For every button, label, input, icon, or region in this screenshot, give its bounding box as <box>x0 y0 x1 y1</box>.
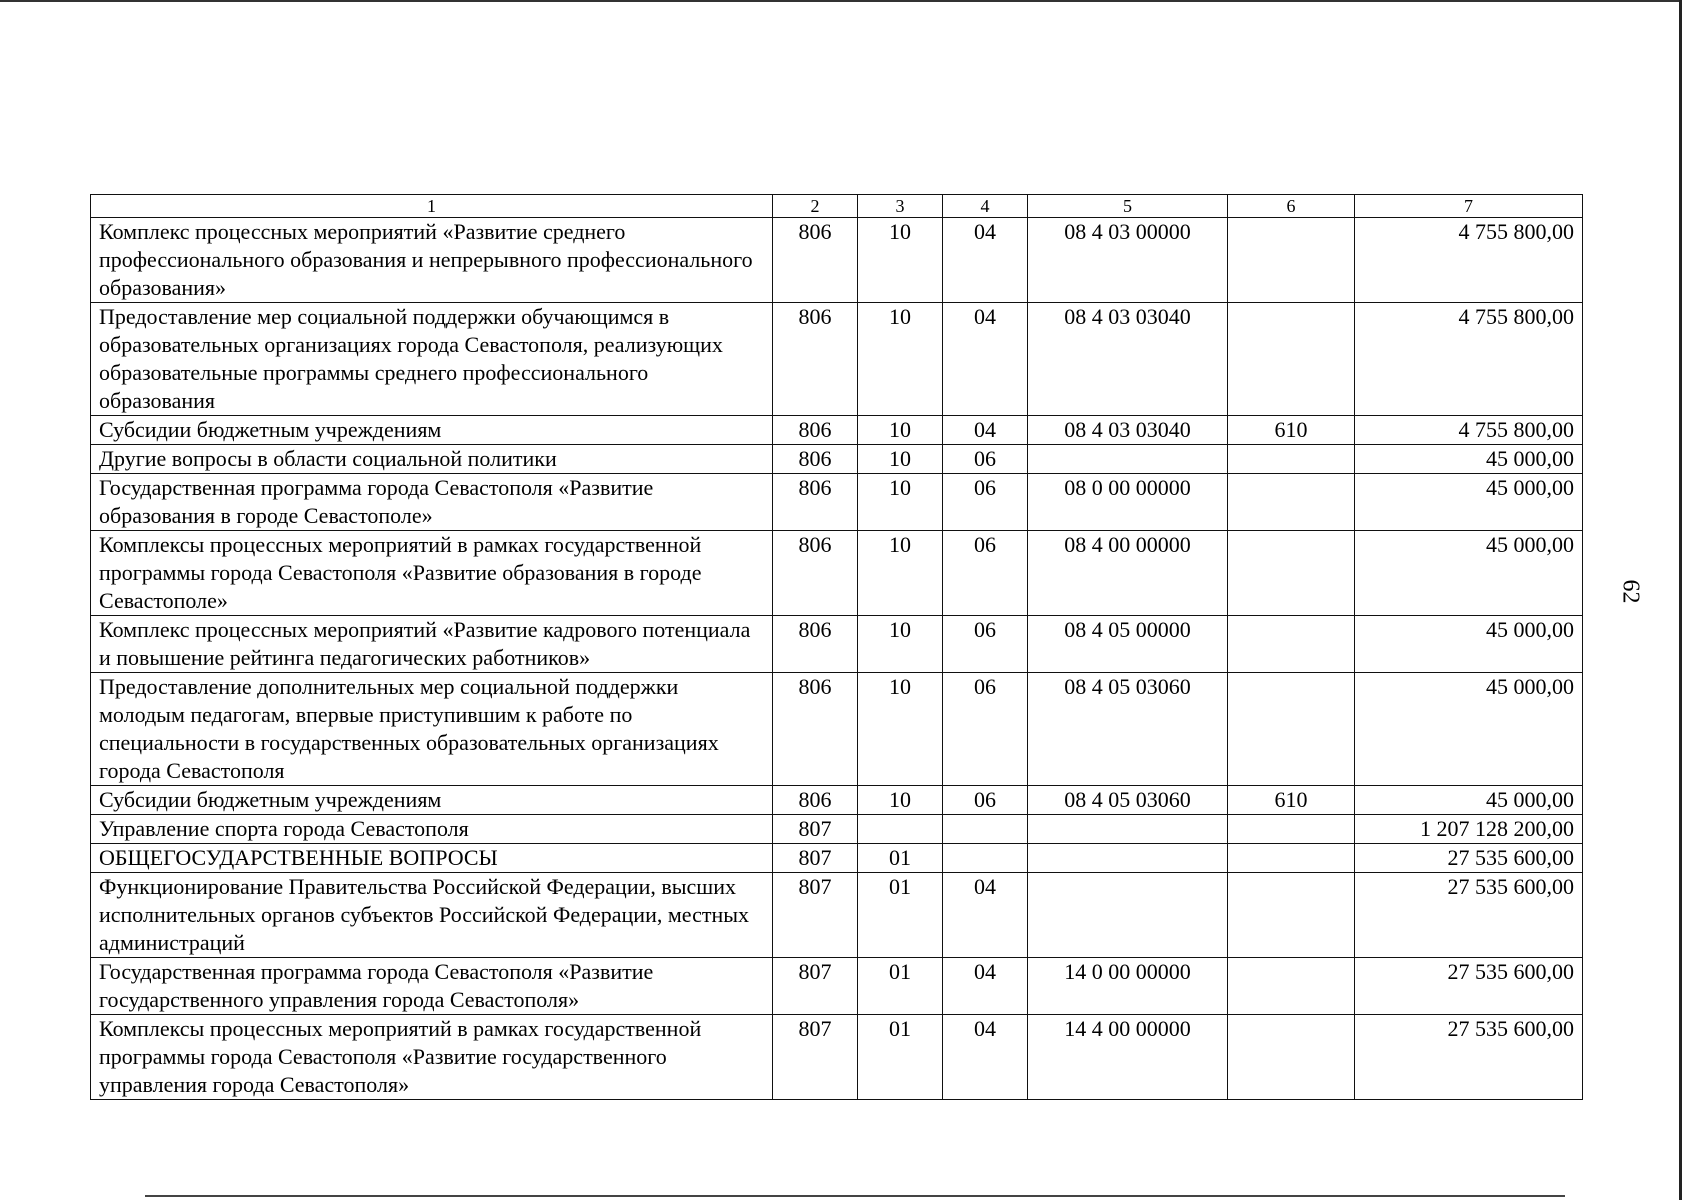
row-amount: 45 000,00 <box>1355 616 1583 673</box>
row-section-code: 10 <box>858 616 943 673</box>
table-row <box>91 844 1583 873</box>
row-section-code: 10 <box>858 786 943 815</box>
row-amount: 27 535 600,00 <box>1355 958 1583 1015</box>
row-section-code: 01 <box>858 958 943 1015</box>
row-section-code: 10 <box>858 531 943 616</box>
row-department-code: 807 <box>773 958 858 1015</box>
row-subsection-code: 04 <box>943 1015 1028 1100</box>
row-department-code: 806 <box>773 218 858 303</box>
row-target-code: 08 4 03 03040 <box>1028 416 1228 445</box>
row-subsection-code <box>943 844 1028 873</box>
table-row <box>91 303 1583 416</box>
row-target-code <box>1028 445 1228 474</box>
table-row <box>91 815 1583 844</box>
row-department-code: 806 <box>773 786 858 815</box>
row-name: Предоставление мер социальной поддержки обучающимся в образовательных организациях города Севастополя, реализующих образовательные программы среднего профессионального образования <box>91 303 773 416</box>
row-subsection-code: 06 <box>943 474 1028 531</box>
row-target-code: 08 4 03 03040 <box>1028 303 1228 416</box>
row-department-code: 806 <box>773 673 858 786</box>
row-subsection-code: 04 <box>943 303 1028 416</box>
table-row <box>91 673 1583 786</box>
row-subsection-code: 06 <box>943 445 1028 474</box>
row-amount: 45 000,00 <box>1355 786 1583 815</box>
row-amount: 4 755 800,00 <box>1355 416 1583 445</box>
row-expense-type <box>1228 815 1355 844</box>
row-name: Управление спорта города Севастополя <box>91 815 773 844</box>
row-department-code: 807 <box>773 873 858 958</box>
row-expense-type <box>1228 958 1355 1015</box>
row-department-code: 807 <box>773 1015 858 1100</box>
row-target-code <box>1028 844 1228 873</box>
row-expense-type <box>1228 1015 1355 1100</box>
row-amount: 45 000,00 <box>1355 531 1583 616</box>
row-subsection-code: 04 <box>943 873 1028 958</box>
budget-table <box>90 194 1583 1100</box>
row-amount: 1 207 128 200,00 <box>1355 815 1583 844</box>
header-col-1: 1 <box>91 195 773 218</box>
row-section-code <box>858 815 943 844</box>
row-expense-type: 610 <box>1228 416 1355 445</box>
row-amount: 4 755 800,00 <box>1355 218 1583 303</box>
row-department-code: 806 <box>773 531 858 616</box>
row-subsection-code <box>943 815 1028 844</box>
row-amount: 27 535 600,00 <box>1355 844 1583 873</box>
row-name: Комплексы процессных мероприятий в рамках государственной программы города Севастополя «Развитие государственного управления города Севастополя» <box>91 1015 773 1100</box>
row-target-code: 08 4 03 00000 <box>1028 218 1228 303</box>
row-name: Государственная программа города Севастополя «Развитие образования в городе Севастополе» <box>91 474 773 531</box>
bottom-rule <box>145 1195 1565 1197</box>
row-subsection-code: 04 <box>943 218 1028 303</box>
table-row <box>91 873 1583 958</box>
row-amount: 45 000,00 <box>1355 445 1583 474</box>
row-expense-type <box>1228 445 1355 474</box>
row-name: Субсидии бюджетным учреждениям <box>91 786 773 815</box>
row-target-code: 08 4 05 03060 <box>1028 786 1228 815</box>
table-row <box>91 1015 1583 1100</box>
row-expense-type <box>1228 673 1355 786</box>
row-department-code: 806 <box>773 416 858 445</box>
row-amount: 27 535 600,00 <box>1355 873 1583 958</box>
header-col-6: 6 <box>1228 195 1355 218</box>
row-name: Функционирование Правительства Российской Федерации, высших исполнительных органов субъектов Российской Федерации, местных администраций <box>91 873 773 958</box>
table-row <box>91 531 1583 616</box>
row-section-code: 10 <box>858 673 943 786</box>
table-header <box>91 195 1583 218</box>
row-expense-type <box>1228 474 1355 531</box>
row-section-code: 01 <box>858 873 943 958</box>
row-section-code: 10 <box>858 445 943 474</box>
row-section-code: 10 <box>858 218 943 303</box>
table-row <box>91 218 1583 303</box>
row-name: Другие вопросы в области социальной политики <box>91 445 773 474</box>
row-section-code: 10 <box>858 474 943 531</box>
row-amount: 27 535 600,00 <box>1355 1015 1583 1100</box>
table-row <box>91 616 1583 673</box>
row-subsection-code: 06 <box>943 786 1028 815</box>
row-target-code: 08 4 05 03060 <box>1028 673 1228 786</box>
header-row <box>91 195 1583 218</box>
row-expense-type <box>1228 531 1355 616</box>
table-row <box>91 786 1583 815</box>
row-target-code <box>1028 873 1228 958</box>
row-department-code: 806 <box>773 445 858 474</box>
row-name: Комплексы процессных мероприятий в рамках государственной программы города Севастополя «Развитие образования в городе Севастополе» <box>91 531 773 616</box>
row-department-code: 807 <box>773 844 858 873</box>
row-name: ОБЩЕГОСУДАРСТВЕННЫЕ ВОПРОСЫ <box>91 844 773 873</box>
row-department-code: 806 <box>773 474 858 531</box>
row-expense-type <box>1228 844 1355 873</box>
row-subsection-code: 06 <box>943 673 1028 786</box>
header-col-5: 5 <box>1028 195 1228 218</box>
row-name: Субсидии бюджетным учреждениям <box>91 416 773 445</box>
row-name: Государственная программа города Севастополя «Развитие государственного управления города Севастополя» <box>91 958 773 1015</box>
row-amount: 45 000,00 <box>1355 474 1583 531</box>
row-section-code: 01 <box>858 844 943 873</box>
page-number: 62 <box>1617 579 1644 604</box>
row-expense-type: 610 <box>1228 786 1355 815</box>
row-expense-type <box>1228 616 1355 673</box>
row-subsection-code: 06 <box>943 531 1028 616</box>
table-row <box>91 445 1583 474</box>
scan-top-edge <box>0 0 1682 2</box>
table-row <box>91 958 1583 1015</box>
row-target-code: 14 0 00 00000 <box>1028 958 1228 1015</box>
header-col-2: 2 <box>773 195 858 218</box>
table-row <box>91 416 1583 445</box>
row-section-code: 01 <box>858 1015 943 1100</box>
row-name: Комплекс процессных мероприятий «Развитие кадрового потенциала и повышение рейтинга педагогических работников» <box>91 616 773 673</box>
row-amount: 4 755 800,00 <box>1355 303 1583 416</box>
header-col-4: 4 <box>943 195 1028 218</box>
row-subsection-code: 06 <box>943 616 1028 673</box>
row-target-code: 08 0 00 00000 <box>1028 474 1228 531</box>
row-name: Комплекс процессных мероприятий «Развитие среднего профессионального образования и непрерывного профессионального образования» <box>91 218 773 303</box>
row-amount: 45 000,00 <box>1355 673 1583 786</box>
row-target-code <box>1028 815 1228 844</box>
header-col-7: 7 <box>1355 195 1583 218</box>
row-name: Предоставление дополнительных мер социальной поддержки молодым педагогам, впервые приступившим к работе по специальности в государственных образовательных организациях города Севастополя <box>91 673 773 786</box>
row-section-code: 10 <box>858 416 943 445</box>
row-expense-type <box>1228 303 1355 416</box>
table-row <box>91 474 1583 531</box>
row-expense-type <box>1228 873 1355 958</box>
row-target-code: 08 4 00 00000 <box>1028 531 1228 616</box>
row-department-code: 806 <box>773 303 858 416</box>
row-expense-type <box>1228 218 1355 303</box>
row-subsection-code: 04 <box>943 958 1028 1015</box>
row-department-code: 807 <box>773 815 858 844</box>
table-body <box>91 218 1583 1100</box>
row-subsection-code: 04 <box>943 416 1028 445</box>
row-department-code: 806 <box>773 616 858 673</box>
header-col-3: 3 <box>858 195 943 218</box>
row-target-code: 08 4 05 00000 <box>1028 616 1228 673</box>
row-target-code: 14 4 00 00000 <box>1028 1015 1228 1100</box>
row-section-code: 10 <box>858 303 943 416</box>
